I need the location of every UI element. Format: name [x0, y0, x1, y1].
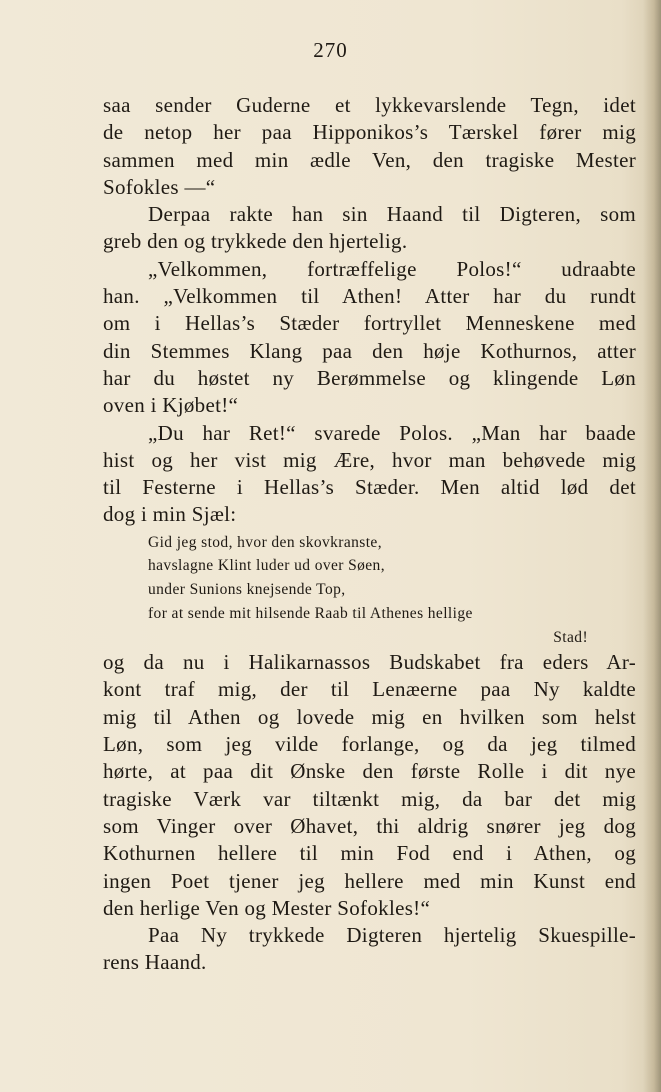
verse-line: havslagne Klint luder ud over Søen,	[148, 557, 385, 575]
text-line: „Velkommen, fortræffelige Polos!“ udraabte	[148, 256, 636, 281]
page-body	[103, 92, 636, 977]
text-line: mig til Athen og lovede mig en hvilken som helst	[103, 704, 636, 729]
page-edge-shadow	[643, 0, 661, 1092]
text-line: som Vinger over Øhavet, thi aldrig snører jeg dog	[103, 813, 636, 838]
text-line: hist og her vist mig Ære, hvor man behøvede mig	[103, 447, 636, 472]
text-line: til Festerne i Hellas’s Stæder. Men altid lød det	[103, 475, 636, 500]
text-line: ingen Poet tjener jeg hellere med min Kunst end	[103, 868, 636, 893]
text-line: „Du har Ret!“ svarede Polos. „Man har baade	[148, 420, 636, 445]
verse-line: under Sunions knejsende Top,	[148, 581, 346, 599]
page-number: 270	[313, 38, 348, 62]
text-line: Derpaa rakte han sin Haand til Digteren, som	[148, 202, 636, 227]
text-line: Paa Ny trykkede Digteren hjertelig Skuespille-	[148, 923, 636, 948]
text-line: har du høstet ny Berømmelse og klingende Løn	[103, 365, 636, 390]
text-line: rens Haand.	[103, 950, 207, 975]
text-line: Løn, som jeg vilde forlange, og da jeg tilmed	[103, 732, 636, 757]
text-line: den herlige Ven og Mester Sofokles!“	[103, 895, 431, 920]
text-line: oven i Kjøbet!“	[103, 393, 239, 418]
verse-line: for at sende mit hilsende Raab til Athenes hellige	[148, 604, 473, 622]
text-line: sammen med min ædle Ven, den tragiske Mester	[103, 147, 636, 172]
text-line: om i Hellas’s Stæder fortryllet Menneskene med	[103, 311, 636, 336]
text-line: Sofokles —“	[103, 174, 216, 199]
text-line: han. „Velkommen til Athen! Atter har du rundt	[103, 284, 636, 309]
text-line: og da nu i Halikarnassos Budskabet fra eders Ar-	[103, 650, 636, 675]
text-line: dog i min Sjæl:	[103, 502, 237, 527]
text-line: hørte, at paa dit Ønske den første Rolle i dit nye	[103, 759, 636, 784]
text-line: de netop her paa Hipponikos’s Tærskel fører mig	[103, 120, 636, 145]
text-line: Kothurnen hellere til min Fod end i Athen, og	[103, 841, 636, 866]
text-line: tragiske Værk var tiltænkt mig, da bar det mig	[103, 786, 636, 811]
verse-line: Stad!	[553, 628, 588, 646]
verse-line: Gid jeg stod, hvor den skovkranste,	[148, 533, 382, 551]
text-line: din Stemmes Klang paa den høje Kothurnos, atter	[103, 338, 636, 363]
text-line: kont traf mig, der til Lenæerne paa Ny kaldte	[103, 677, 636, 702]
text-line: saa sender Guderne et lykkevarslende Tegn, idet	[103, 93, 636, 117]
text-line: greb den og trykkede den hjertelig.	[103, 229, 408, 254]
verse-quote	[148, 531, 636, 649]
